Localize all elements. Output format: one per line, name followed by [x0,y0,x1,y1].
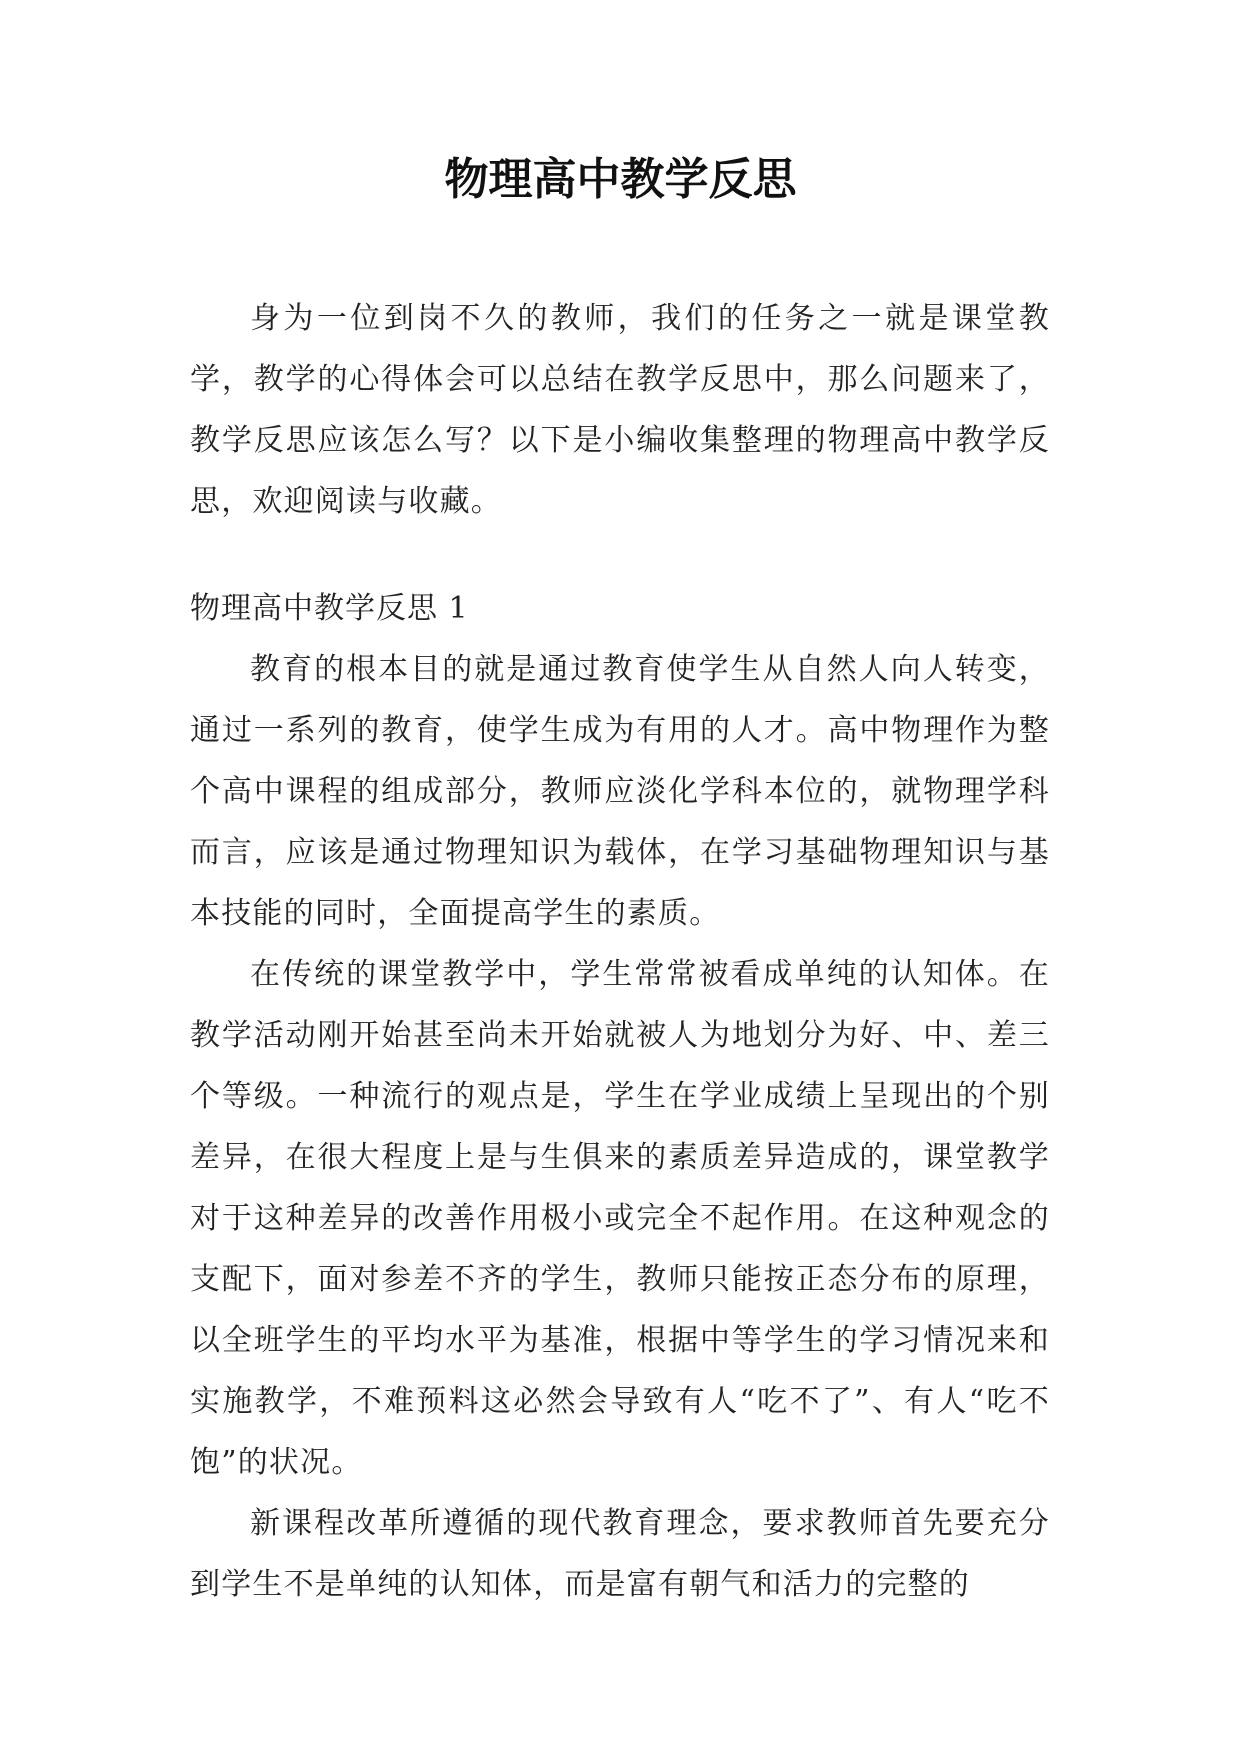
section-1 [190,578,1050,1615]
section-heading: 物理高中教学反思 1 [190,591,469,626]
intro-paragraph: 身为一位到岗不久的教师，我们的任务之一就是课堂教学，教学的心得体会可以总结在教学反思中，那么问题来了，教学反思应该怎么写？以下是小编收集整理的物理高中教学反思，欢迎阅读与收藏。 [190,301,1050,519]
section-paragraph-2: 在传统的课堂教学中，学生常常被看成单纯的认知体。在教学活动刚开始甚至尚未开始就被人为地划分为好、中、差三个等级。一种流行的观点是，学生在学业成绩上呈现出的个别差异，在很大程度上是与生俱来的素质差异造成的，课堂教学对于这种差异的改善作用极小或完全不起作用。在这种观念的支配下，面对参差不齐的学生，教师只能按正态分布的原理，以全班学生的平均水平为基准，根据中等学生的学习情况来和实施教学，不难预料这必然会导致有人“吃不了”、有人“吃不饱”的状况。 [190,957,1050,1480]
intro-block [190,288,1050,532]
section-paragraph-3: 新课程改革所遵循的现代教育理念，要求教师首先要充分到学生不是单纯的认知体，而是富有朝气和活力的完整的 [190,1506,1050,1602]
document-title: 物理高中教学反思 [444,154,797,205]
section-paragraph-1: 教育的根本目的就是通过教育使学生从自然人向人转变，通过一系列的教育，使学生成为有用的人才。高中物理作为整个高中课程的组成部分，教师应淡化学科本位的，就物理学科而言，应该是通过物理知识为载体，在学习基础物理知识与基本技能的同时，全面提高学生的素质。 [190,652,1050,931]
